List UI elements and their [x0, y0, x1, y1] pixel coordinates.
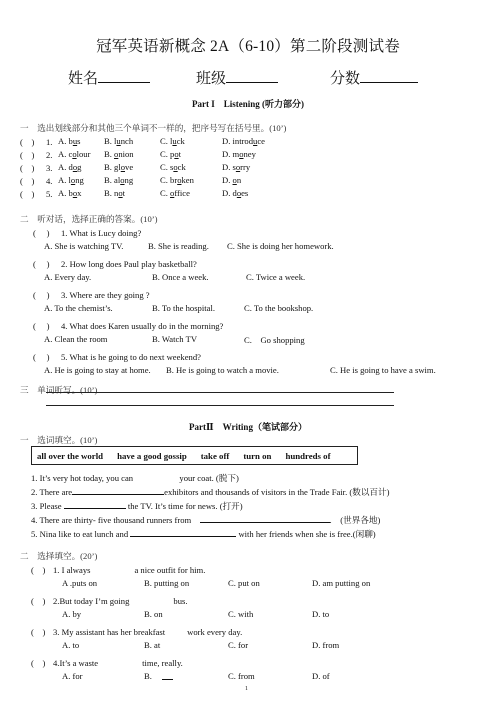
mc-question — [31, 626, 242, 638]
option-c-suffix: ck — [176, 136, 185, 146]
question-number: 4. — [46, 176, 53, 186]
mc-question-text: 1. I always — [53, 565, 91, 575]
fill-blank-3[interactable] — [64, 500, 126, 509]
option-d: D. of — [312, 671, 330, 681]
option-d — [222, 149, 256, 159]
option-c-underlined: o — [170, 188, 175, 198]
option-a: A .puts on — [62, 578, 98, 588]
option-a-suffix: x — [77, 188, 82, 198]
option-a: A. To the chemist’s. — [44, 303, 113, 313]
odd-one-out-question — [20, 188, 52, 200]
part1-sec3-label: 三 单词听写。(10’) — [20, 385, 98, 395]
answer-paren[interactable]: ( ) — [20, 163, 35, 173]
answer-paren[interactable]: ( ) — [33, 290, 50, 300]
dialogue-question — [33, 289, 150, 301]
part1-sec2-label: 二 听对话，选择正确的答案。(10’) — [20, 214, 158, 224]
option-b — [104, 175, 133, 185]
fill-sentence-5-hint: with her friends when she is free.(闲聊) — [238, 529, 376, 539]
answer-paren[interactable]: ( ) — [33, 352, 50, 362]
option-b-underlined: o — [114, 149, 119, 159]
mc-question-tail: bus. — [173, 596, 188, 606]
option-c: C. To the bookshop. — [244, 303, 314, 313]
fill-sentence-1 — [31, 472, 239, 484]
option-b: B. Once a week. — [152, 272, 209, 282]
option-b-suffix: ve — [125, 162, 134, 172]
answer-paren[interactable]: ( ) — [20, 137, 35, 147]
option-c-underlined: o — [177, 175, 182, 185]
option-c: C. for — [228, 640, 249, 650]
question-number: 1. — [46, 137, 53, 147]
question-text: 3. Where are they going ? — [61, 290, 150, 300]
option-c-prefix: C. p — [160, 149, 175, 159]
odd-one-out-question — [20, 162, 52, 174]
question-text: 5. What is he going to do next weekend? — [61, 352, 201, 362]
name-label: 姓名 — [68, 71, 99, 87]
dialogue-question — [33, 351, 201, 363]
question-number: 5. — [46, 189, 53, 199]
option-a: A. She is watching TV. — [44, 241, 124, 251]
option-a-suffix: s — [77, 136, 81, 146]
option-c-suffix: ken — [181, 175, 194, 185]
question-number: 3. — [46, 163, 53, 173]
mc-question-text: 2.But today I’m going — [53, 596, 130, 606]
option-b: B. She is reading. — [148, 241, 209, 251]
option-c — [160, 136, 185, 146]
part2-sec2-label: 二 选择填空。(20’) — [20, 551, 98, 561]
option-b-suffix: nion — [118, 149, 134, 159]
score-blank[interactable] — [360, 68, 418, 83]
dialogue-question — [33, 320, 223, 332]
option-c-underlined: o — [173, 162, 178, 172]
part2-heading: PartⅡ Writing（笔试部分） — [189, 422, 307, 432]
option-b-prefix: B. n — [104, 188, 119, 198]
option-d-prefix: D. s — [222, 162, 236, 172]
option-c — [160, 162, 186, 172]
option-d-prefix: D. m — [222, 149, 240, 159]
dictation-line-2[interactable] — [46, 405, 394, 406]
part2-sec1-label: 一 选词填空。(10’) — [20, 435, 98, 445]
option-c-prefix: C. s — [160, 162, 174, 172]
answer-paren[interactable]: ( ) — [31, 658, 46, 668]
answer-paren[interactable]: ( ) — [20, 176, 35, 186]
option-b-prefix: B. al — [104, 175, 121, 185]
question-number: 2. — [46, 150, 53, 160]
option-d — [222, 136, 265, 146]
dialogue-question — [33, 227, 141, 239]
word-bank-item: take off — [200, 450, 230, 461]
dialogue-question — [33, 258, 197, 270]
option-c: C. Go shopping — [244, 335, 305, 345]
option-a: A. by — [62, 609, 82, 619]
mc-question-text: 4.It’s a waste — [53, 658, 99, 668]
option-c — [160, 149, 181, 159]
option-c-underlined: o — [174, 149, 179, 159]
option-a-underlined: o — [72, 188, 78, 198]
answer-paren[interactable]: ( ) — [20, 189, 35, 199]
part1-heading: Part I Listening (听力部分) — [192, 99, 304, 109]
fill-sentence-1-hint: your coat. (脱下) — [179, 473, 239, 483]
fill-sentence-5-text: 5. Nina like to eat lunch and — [31, 529, 129, 539]
option-d-suffix: ce — [257, 136, 265, 146]
option-b-underlined: o — [120, 162, 126, 172]
option-d-prefix: D. d — [222, 188, 237, 198]
option-a-suffix: ng — [75, 175, 84, 185]
page-title: 冠军英语新概念 2A（6-10）第二阶段测试卷 — [96, 38, 400, 55]
option-d-prefix: D. — [222, 175, 233, 185]
class-label: 班级 — [196, 71, 227, 87]
option-d-underlined: o — [235, 162, 241, 172]
option-b-suffix: t — [122, 188, 126, 198]
option-b-prefix: B. — [104, 149, 115, 159]
odd-one-out-question — [20, 175, 52, 187]
part1-sec1-label: 一 选出划线部分和其他三个单词不一样的，把序号写在括号里。(10’) — [20, 123, 287, 133]
answer-paren[interactable]: ( ) — [31, 565, 46, 575]
option-b — [104, 136, 133, 146]
mc-question-tail: time, really. — [142, 658, 183, 668]
option-b: B. — [144, 671, 152, 681]
option-c-prefix: C. br — [160, 175, 178, 185]
mc-question — [31, 595, 187, 607]
word-bank-item: hundreds of — [285, 450, 331, 461]
answer-paren[interactable]: ( ) — [33, 259, 50, 269]
option-b: B. putting on — [144, 578, 190, 588]
option-c: C. Twice a week. — [246, 272, 306, 282]
option-a-prefix: A. d — [58, 162, 73, 172]
option-b-underlined: u — [116, 136, 121, 146]
option-a: A. to — [62, 640, 80, 650]
fill-blank-4[interactable] — [200, 514, 330, 523]
option-a-prefix: A. l — [58, 175, 71, 185]
fill-sentence-2-hint: exhibitors and thousands of visitors in the Trade Fair. (数以百计) — [164, 487, 390, 497]
option-b — [104, 188, 125, 198]
option-a — [58, 136, 80, 146]
option-a-underlined: u — [72, 136, 78, 146]
option-d-underlined: o — [239, 149, 244, 159]
class-blank[interactable] — [226, 68, 278, 83]
question-text: 1. What is Lucy doing? — [61, 228, 142, 238]
option-d-suffix: n — [236, 175, 242, 185]
score-label: 分数 — [330, 71, 361, 87]
fill-sentence-3-text: 3. Please — [31, 501, 62, 511]
answer-paren[interactable]: ( ) — [20, 150, 35, 160]
option-b: B. on — [144, 609, 163, 619]
option-b-suffix: nch — [120, 136, 134, 146]
answer-paren[interactable]: ( ) — [31, 596, 46, 606]
question-text: 2. How long does Paul play basketball? — [61, 259, 197, 269]
option-c-suffix: ffice — [174, 188, 190, 198]
option-a — [58, 175, 84, 185]
option-c: C. She is doing her homework. — [227, 241, 334, 251]
fill-sentence-3 — [31, 500, 243, 512]
option-b: B. at — [144, 640, 161, 650]
mc-option-b-blank — [162, 671, 173, 680]
page-number: 1 — [245, 686, 248, 692]
name-blank[interactable] — [98, 68, 150, 83]
option-a-underlined: o — [72, 149, 77, 159]
fill-sentence-2 — [31, 486, 389, 498]
option-b-prefix: B. gl — [104, 162, 121, 172]
option-a-suffix: g — [77, 162, 82, 172]
option-d-prefix: D. introd — [222, 136, 254, 146]
option-d-underlined: u — [253, 136, 258, 146]
option-a-underlined: o — [72, 162, 78, 172]
fill-sentence-3-hint: the TV. It’s time for news. (打开) — [127, 501, 243, 511]
option-a-suffix: lour — [76, 149, 91, 159]
class-field — [196, 67, 278, 88]
option-b: B. Watch TV — [152, 334, 198, 344]
option-c — [160, 188, 190, 198]
option-a-prefix: A. b — [58, 188, 73, 198]
option-a: A. for — [62, 671, 83, 681]
option-a-underlined: o — [70, 175, 76, 185]
option-b: B. To the hospital. — [152, 303, 215, 313]
option-c: C. from — [228, 671, 255, 681]
option-a-prefix: A. b — [58, 136, 73, 146]
odd-one-out-question — [20, 136, 52, 148]
option-d: D. to — [312, 609, 330, 619]
option-c: C. He is going to have a swim. — [330, 365, 436, 375]
fill-sentence-4 — [31, 514, 380, 526]
option-a-prefix: A. c — [58, 149, 73, 159]
option-c-suffix: t — [178, 149, 182, 159]
word-bank — [31, 446, 358, 465]
option-d: D. am putting on — [312, 578, 371, 588]
fill-sentence-2-text: 2. There are — [31, 487, 73, 497]
mc-question — [31, 657, 183, 669]
mc-question-tail: work every day. — [187, 627, 243, 637]
option-c-underlined: u — [172, 136, 177, 146]
name-field — [68, 67, 150, 88]
option-b-suffix: ng — [124, 175, 134, 185]
fill-sentence-4-text: 4. There are thirty- five thousand runners from — [31, 515, 192, 525]
question-text: 4. What does Karen usually do in the morning? — [61, 321, 224, 331]
option-d — [222, 188, 248, 198]
odd-one-out-question — [20, 149, 52, 161]
mc-question-text: 3. My assistant has her breakfast — [53, 627, 166, 637]
option-d: D. from — [312, 640, 340, 650]
word-bank-item: turn on — [243, 450, 272, 461]
answer-paren[interactable]: ( ) — [33, 321, 50, 331]
dictation-line-1[interactable] — [46, 392, 394, 393]
option-d-underlined: o — [236, 188, 242, 198]
option-d-suffix: rry — [240, 162, 251, 172]
fill-sentence-1-text: 1. It’s very hot today, you can — [31, 473, 134, 483]
fill-blank-2[interactable] — [72, 486, 164, 495]
mc-question — [31, 564, 205, 576]
option-c: C. put on — [228, 578, 260, 588]
option-a — [58, 149, 90, 159]
fill-sentence-5 — [31, 528, 376, 540]
option-b — [104, 149, 134, 159]
option-c-prefix: C. — [160, 188, 171, 198]
fill-blank-5[interactable] — [130, 528, 236, 537]
answer-paren[interactable]: ( ) — [33, 228, 50, 238]
fill-sentence-4-hint: . (世界各地) — [329, 515, 381, 525]
option-d-underlined: o — [232, 175, 237, 185]
option-c: C. with — [228, 609, 254, 619]
word-bank-item: have a good gossip — [117, 450, 187, 461]
word-bank-item: all over the world — [37, 450, 104, 461]
option-c — [160, 175, 194, 185]
mc-question-tail: a nice outfit for him. — [134, 565, 206, 575]
option-a: A. Clean the room — [44, 334, 108, 344]
option-d-suffix: ney — [243, 149, 256, 159]
option-c-suffix: ck — [177, 162, 186, 172]
option-b-underlined: o — [118, 188, 123, 198]
option-c-prefix: C. l — [160, 136, 173, 146]
option-b-underlined: o — [120, 175, 125, 185]
option-a: A. Every day. — [44, 272, 92, 282]
answer-paren[interactable]: ( ) — [31, 627, 46, 637]
option-a — [58, 188, 81, 198]
option-a — [58, 162, 81, 172]
option-d — [222, 162, 250, 172]
option-b — [104, 162, 133, 172]
score-field — [330, 67, 418, 88]
option-b-prefix: B. l — [104, 136, 117, 146]
option-d — [222, 175, 241, 185]
option-a: A. He is going to stay at home. — [44, 365, 151, 375]
option-b: B. He is going to watch a movie. — [166, 365, 279, 375]
option-d-suffix: es — [241, 188, 249, 198]
